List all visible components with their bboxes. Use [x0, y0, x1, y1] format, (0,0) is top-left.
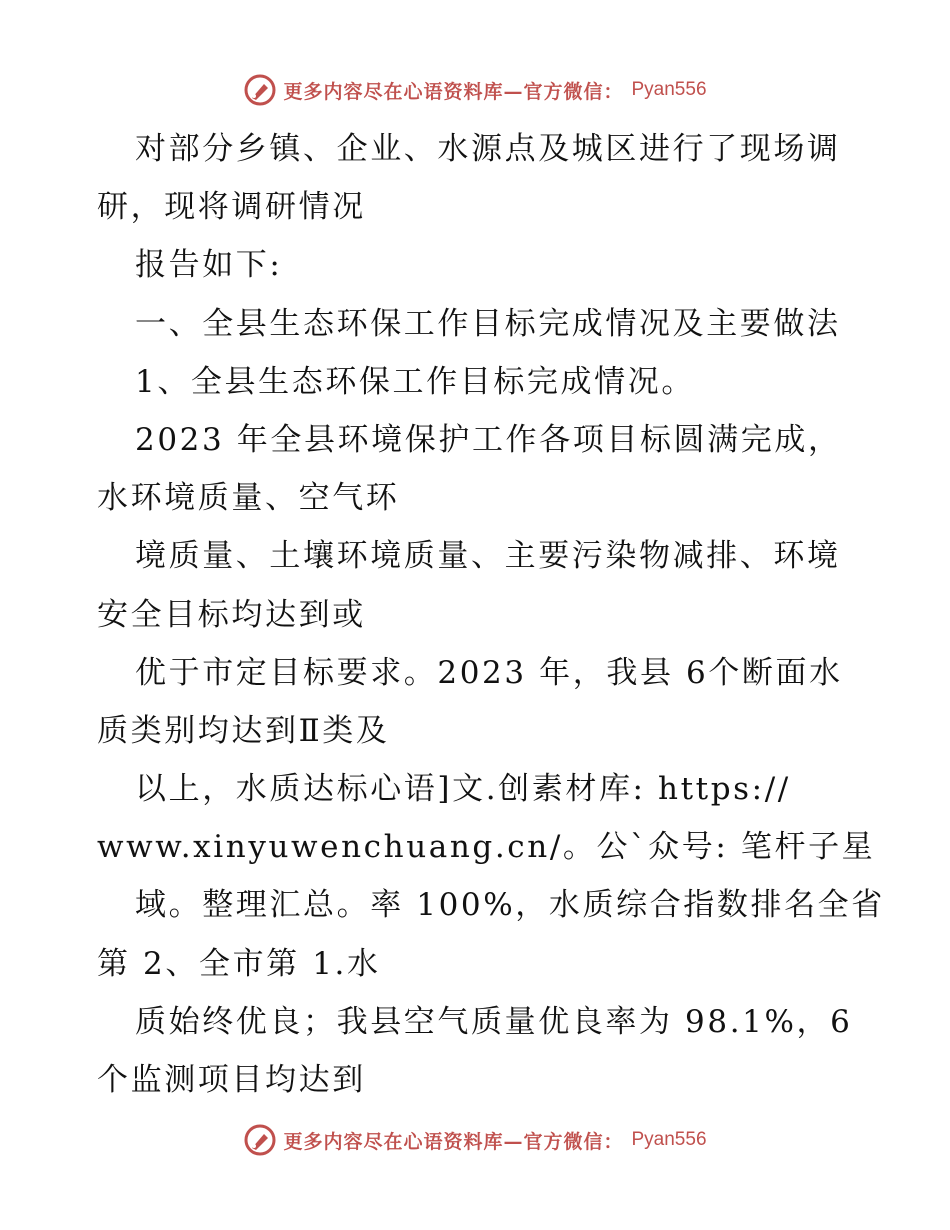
footer-wechat-handle: Pyan556	[631, 1129, 707, 1150]
text-line-8: 境质量、土壤环境质量、主要污染物减排、环境	[135, 538, 841, 575]
pen-nib-circle-icon	[243, 1123, 277, 1157]
text-line-6: 2023 年全县环境保护工作各项目标圆满完成，	[135, 421, 842, 458]
text-line-14: 域。整理汇总。率 100%，水质综合指数排名全省	[135, 887, 885, 924]
subsection-heading: 1、全县生态环保工作目标完成情况。	[135, 363, 695, 400]
text-line-7: 水环境质量、空气环	[97, 480, 400, 517]
text-line-11: 质类别均达到Ⅱ类及	[97, 712, 390, 749]
text-line-1: 对部分乡镇、企业、水源点及城区进行了现场调	[135, 131, 841, 167]
text-line-12: 以上，水质达标心语]文.创素材库: https://	[135, 771, 791, 808]
header-wechat-handle: Pyan556	[631, 79, 707, 100]
text-line-15: 第 2、全市第 1.水	[97, 945, 381, 982]
text-line-2: 研，现将调研情况	[97, 189, 366, 226]
section-heading: 一、全县生态环保工作目标完成情况及主要做法	[135, 305, 841, 342]
text-line-3: 报告如下:	[135, 247, 283, 284]
text-line-10: 优于市定目标要求。2023 年，我县 6个断面水	[135, 654, 843, 691]
text-line-9: 安全目标均达到或	[97, 596, 366, 633]
text-line-13: www.xinyuwenchuang.cn/。公`众号: 笔杆子星	[97, 829, 876, 866]
pen-nib-circle-icon	[243, 73, 277, 107]
header-banner-text: 更多内容尽在心语资料库—官方微信：	[283, 80, 624, 103]
footer-banner	[0, 1120, 950, 1160]
text-line-17: 个监测项目均达到	[97, 1062, 366, 1098]
header-banner	[0, 70, 950, 110]
footer-banner-text: 更多内容尽在心语资料库—官方微信：	[283, 1130, 624, 1153]
body-text	[97, 120, 885, 1109]
text-line-16: 质始终优良；我县空气质量优良率为 98.1%，6	[135, 1003, 853, 1040]
